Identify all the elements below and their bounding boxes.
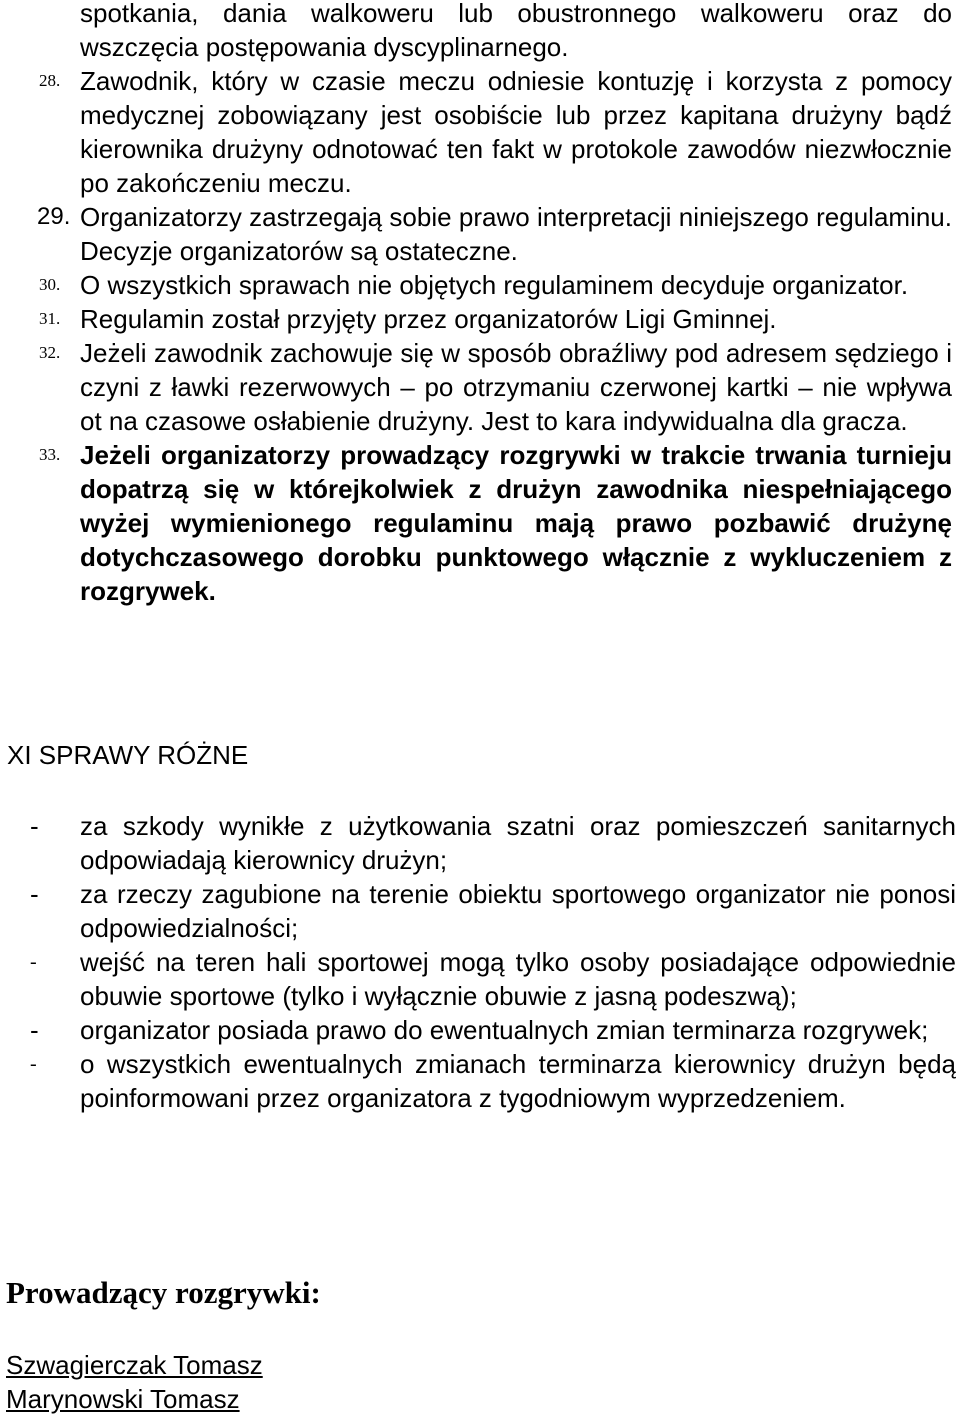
rule-text: Organizatorzy zastrzegają sobie prawo interpretacji niniejszego regulaminu. Decyzje organizatorów są ostateczne. [80, 202, 952, 266]
rule-item [0, 438, 960, 608]
list-dash: - [30, 1015, 39, 1045]
list-dash: - [30, 879, 39, 909]
list-dash: - [30, 811, 39, 841]
rule-number: 30. [39, 275, 61, 294]
rule-item [0, 268, 960, 302]
rule-number: 28. [39, 71, 61, 90]
rule-number: 32. [39, 343, 61, 362]
rule-text: Jeżeli zawodnik zachowuje się w sposób obraźliwy pod adresem sędziego i czyni z ławki rezerwowych – po otrzymaniu czerwonej kartki – nie wpływa ot na czasowe osłabienie drużyny. Jest to kara indywidualna dla gracza. [80, 338, 952, 436]
list-item [0, 1047, 960, 1115]
rule-item [0, 64, 960, 200]
list-item-text: wejść na teren hali sportowej mogą tylko osoby posiadające odpowiednie obuwie sportowe (tylko i wyłącznie obuwie z jasną podeszwą); [80, 947, 956, 1011]
list-item-text: organizator posiada prawo do ewentualnych zmian terminarza rozgrywek; [80, 1015, 929, 1045]
misc-provisions-list [0, 809, 960, 1115]
section-heading: XI SPRAWY RÓŻNE [7, 740, 249, 770]
list-item [0, 945, 960, 1013]
list-item-text: za szkody wynikłe z użytkowania szatni oraz pomieszczeń sanitarnych odpowiadają kierownicy drużyn; [80, 811, 956, 875]
organizer-name: Marynowski Tomasz [6, 1384, 240, 1414]
rule-text: spotkania, dania walkowеru lub obustronnego walkoweru oraz do wszczęcia postępowania dyscyplinarnego. [80, 0, 952, 62]
list-item [0, 1013, 960, 1047]
rule-text: Zawodnik, który w czasie meczu odniesie kontuzję i korzysta z pomocy medycznej zobowiązany jest osobiście lub przez kapitana drużyny bądź kierownika drużyny odnotować ten fakt w protokole zawodów niezwłocznie po zakończeniu meczu. [80, 66, 952, 198]
list-item [0, 877, 960, 945]
list-item [0, 809, 960, 877]
list-dash: - [30, 1053, 37, 1075]
rule-text: Regulamin został przyjęty przez organizatorów Ligi Gminnej. [80, 304, 777, 334]
rule-item [0, 200, 960, 268]
rule-text: O wszystkich sprawach nie objętych regulaminem decyduje organizator. [80, 270, 909, 300]
rule-number: 31. [39, 309, 61, 328]
list-item-text: za rzeczy zagubione na terenie obiektu sportowego organizator nie ponosi odpowiedzialności; [80, 879, 956, 943]
rule-text: Jeżeli organizatorzy prowadzący rozgrywki w trakcie trwania turnieju dopatrzą się w którejkolwiek z drużyn zawodnika niespełniającego wyżej wymienionego regulaminu mają prawo pozbawić drużynę dotychczasowego dorobku punktowego włącznie z wykluczeniem z rozgrywek. [80, 440, 952, 606]
list-item-text: o wszystkich ewentualnych zmianach terminarza kierownicy drużyn będą poinformowani przez organizatora z tygodniowym wyprzedzeniem. [80, 1049, 956, 1113]
rule-number: 29. [37, 203, 71, 230]
list-dash: - [30, 951, 37, 973]
organizers-heading: Prowadzący rozgrywki: [6, 1275, 321, 1310]
rule-number: 33. [39, 445, 61, 464]
organizer-name: Szwagierczak Tomasz [6, 1350, 263, 1380]
rule-continuation [0, 0, 960, 64]
rule-item [0, 302, 960, 336]
rule-item [0, 336, 960, 438]
rules-list [0, 0, 960, 608]
